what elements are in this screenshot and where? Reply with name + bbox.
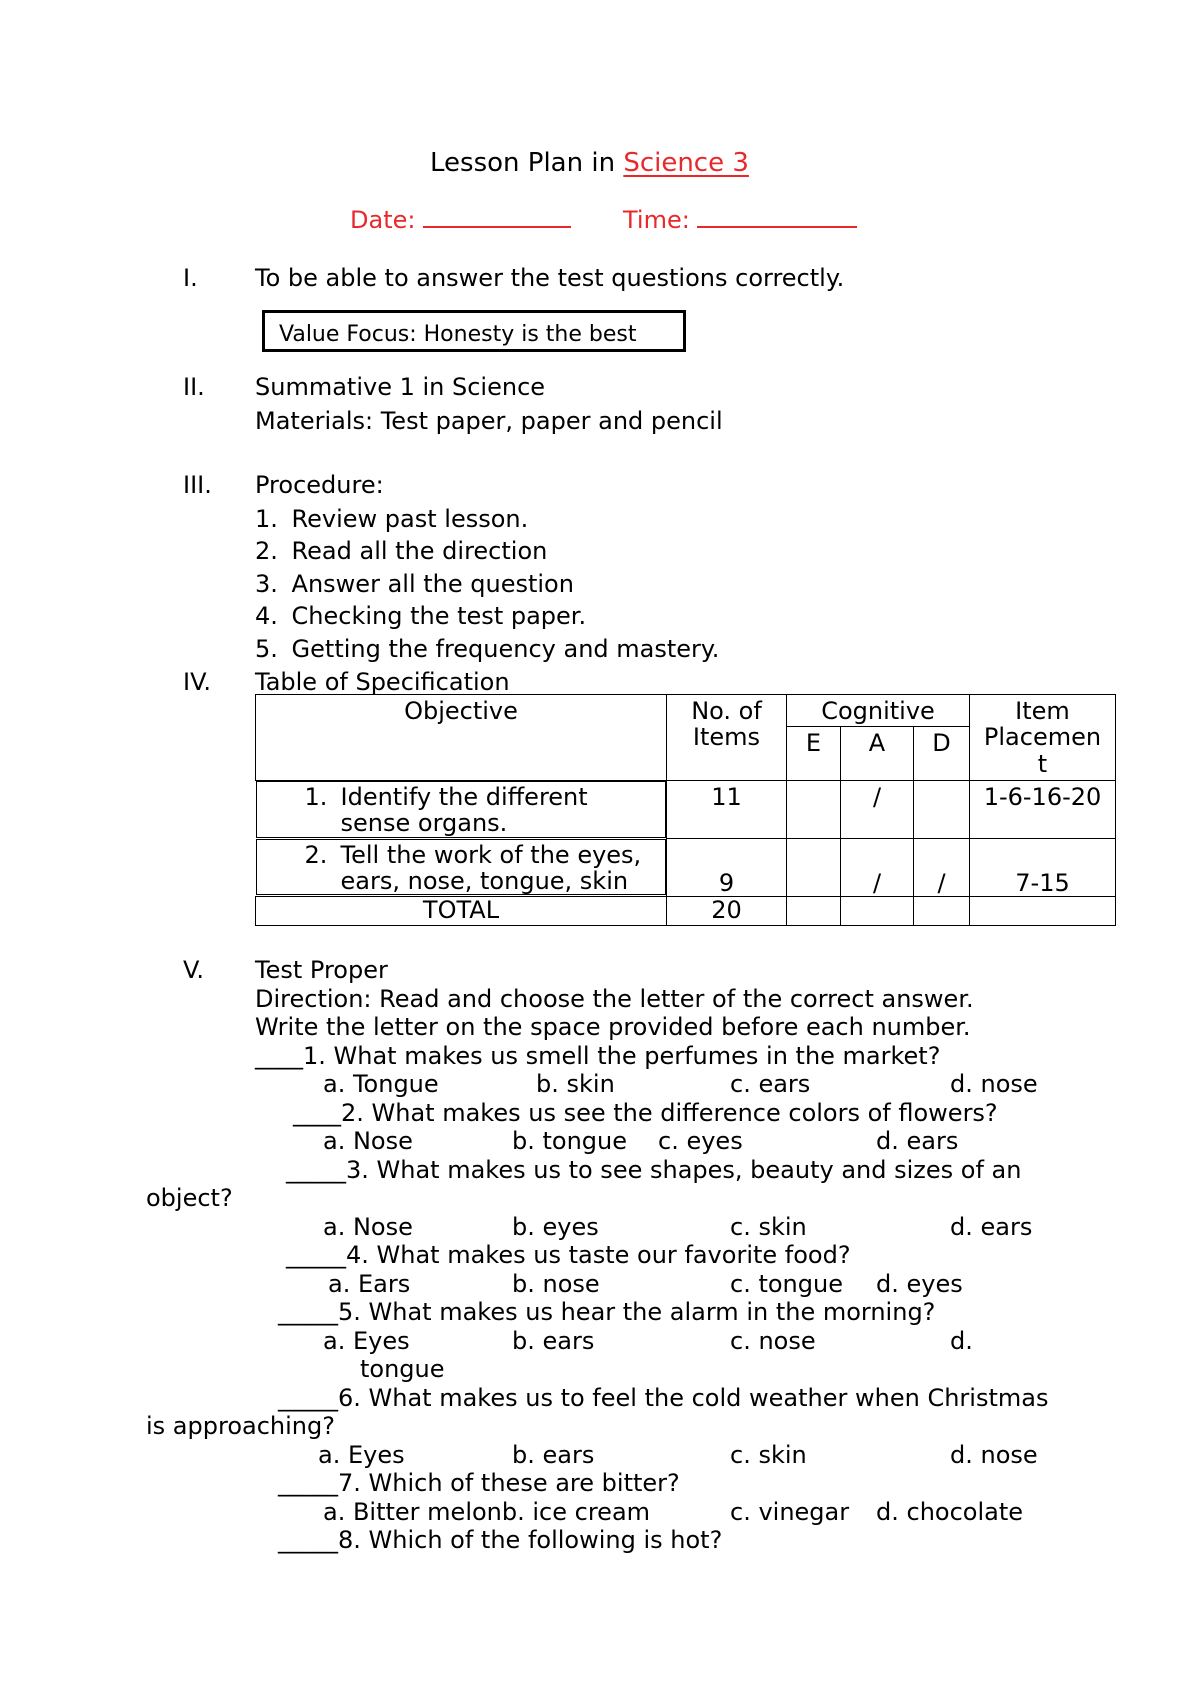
direction-line-1: Direction: Read and choose the letter of the correct answer. bbox=[255, 985, 974, 1013]
choice: b. ears bbox=[512, 1441, 595, 1469]
question-stem: ____1. What makes us smell the perfumes in the market? bbox=[255, 1042, 941, 1070]
tos-heading: Table of Specification bbox=[255, 668, 510, 696]
value-focus-text: Value Focus: Honesty is the best bbox=[279, 322, 637, 347]
step-text: Answer all the question bbox=[291, 570, 574, 598]
items-cell: 11 bbox=[667, 781, 787, 839]
question-stem: _____6. What makes us to feel the cold weather when Christmas bbox=[278, 1384, 1049, 1412]
objective-cell: 2. Tell the work of the eyes, ears, nose, tongue, skin bbox=[256, 839, 667, 896]
title-prefix: Lesson Plan in bbox=[430, 148, 616, 178]
section-v-numeral: V. bbox=[183, 956, 204, 984]
total-row bbox=[256, 897, 1116, 926]
choice: d. ears bbox=[876, 1127, 959, 1155]
procedure-step bbox=[255, 507, 528, 531]
question-stem: _____3. What makes us to see shapes, beauty and sizes of an bbox=[286, 1156, 1022, 1184]
section-i-text: To be able to answer the test questions correctly. bbox=[255, 264, 845, 292]
items-header: No. of Items bbox=[667, 695, 787, 781]
choice: c. tongue bbox=[730, 1270, 843, 1298]
d-cell: / bbox=[914, 839, 970, 897]
choice: b. tongue bbox=[512, 1127, 628, 1155]
choice: a. Eyes bbox=[323, 1327, 410, 1355]
question-stem: _____4. What makes us taste our favorite food? bbox=[286, 1241, 851, 1269]
step-number: 5. bbox=[255, 635, 278, 663]
section-ii-line1: Summative 1 in Science bbox=[255, 373, 546, 401]
question-stem-continued: is approaching? bbox=[146, 1412, 335, 1440]
choice: a. Bitter melonb. ice cream bbox=[323, 1498, 651, 1526]
time-field bbox=[623, 208, 857, 232]
choice: b. skin bbox=[536, 1070, 615, 1098]
step-number: 4. bbox=[255, 602, 278, 630]
table-of-specification bbox=[255, 694, 1116, 926]
cognitive-header: Cognitive bbox=[787, 695, 970, 727]
section-ii-numeral: II. bbox=[183, 373, 205, 401]
choice-continued: tongue bbox=[360, 1355, 445, 1383]
procedure-step bbox=[255, 572, 574, 596]
choice: c. eyes bbox=[658, 1127, 743, 1155]
step-text: Checking the test paper. bbox=[291, 602, 587, 630]
total-label: TOTAL bbox=[256, 897, 667, 926]
procedure-heading: Procedure: bbox=[255, 471, 384, 499]
e-cell bbox=[787, 839, 841, 897]
items-cell: 9 bbox=[667, 839, 787, 897]
step-text: Getting the frequency and mastery. bbox=[291, 635, 720, 663]
step-text: Read all the direction bbox=[291, 537, 548, 565]
time-blank[interactable] bbox=[697, 226, 857, 228]
choice: a. Nose bbox=[323, 1127, 413, 1155]
choice: c. vinegar bbox=[730, 1498, 850, 1526]
choice: d. nose bbox=[950, 1070, 1038, 1098]
table-header-row bbox=[256, 695, 1116, 727]
direction-line-2: Write the letter on the space provided before each number. bbox=[255, 1013, 971, 1041]
choice: c. skin bbox=[730, 1213, 807, 1241]
e-cell bbox=[787, 781, 841, 839]
procedure-step bbox=[255, 539, 547, 563]
choice: b. ears bbox=[512, 1327, 595, 1355]
cognitive-a-header: A bbox=[841, 727, 914, 781]
total-d-cell bbox=[914, 897, 970, 926]
choice: c. ears bbox=[730, 1070, 811, 1098]
date-field bbox=[350, 208, 571, 232]
d-cell bbox=[914, 781, 970, 839]
placement-header: Item Placemen t bbox=[970, 695, 1116, 781]
objective-header: Objective bbox=[256, 695, 667, 781]
section-iii-numeral: III. bbox=[183, 471, 212, 499]
date-blank[interactable] bbox=[423, 226, 571, 228]
total-a-cell bbox=[841, 897, 914, 926]
choice: a. Tongue bbox=[323, 1070, 439, 1098]
choice: c. skin bbox=[730, 1441, 807, 1469]
question-stem: _____8. Which of the following is hot? bbox=[278, 1526, 723, 1554]
time-label: Time: bbox=[623, 206, 690, 234]
choice: a. Ears bbox=[328, 1270, 411, 1298]
choice: b. nose bbox=[512, 1270, 600, 1298]
step-text: Review past lesson. bbox=[291, 505, 529, 533]
choice: d. eyes bbox=[876, 1270, 963, 1298]
a-cell: / bbox=[841, 781, 914, 839]
step-number: 2. bbox=[255, 537, 278, 565]
choice: d. chocolate bbox=[876, 1498, 1024, 1526]
title-subject: Science 3 bbox=[623, 148, 749, 178]
choice: b. eyes bbox=[512, 1213, 599, 1241]
question-stem: _____5. What makes us hear the alarm in the morning? bbox=[278, 1298, 936, 1326]
choice: c. nose bbox=[730, 1327, 816, 1355]
a-cell: / bbox=[841, 839, 914, 897]
placement-cell: 1-6-16-20 bbox=[970, 781, 1116, 839]
placement-cell: 7-15 bbox=[970, 839, 1116, 897]
choice: d. bbox=[950, 1327, 973, 1355]
choice: a. Nose bbox=[323, 1213, 413, 1241]
choice: d. ears bbox=[950, 1213, 1033, 1241]
objective-cell: 1. Identify the different sense organs. bbox=[256, 781, 667, 838]
section-i-numeral: I. bbox=[183, 264, 198, 292]
table-row bbox=[256, 839, 1116, 897]
question-stem: ____2. What makes us see the difference colors of flowers? bbox=[293, 1099, 998, 1127]
total-items: 20 bbox=[667, 897, 787, 926]
test-proper-heading: Test Proper bbox=[255, 956, 388, 984]
value-focus-box bbox=[262, 310, 686, 352]
total-placement-cell bbox=[970, 897, 1116, 926]
cognitive-e-header: E bbox=[787, 727, 841, 781]
table-row bbox=[256, 781, 1116, 839]
page-title bbox=[430, 150, 749, 176]
procedure-step bbox=[255, 604, 586, 628]
section-iv-numeral: IV. bbox=[183, 668, 212, 696]
date-label: Date: bbox=[350, 206, 416, 234]
choice: d. nose bbox=[950, 1441, 1038, 1469]
section-ii-line2: Materials: Test paper, paper and pencil bbox=[255, 407, 723, 435]
cognitive-d-header: D bbox=[914, 727, 970, 781]
step-number: 1. bbox=[255, 505, 278, 533]
question-stem-continued: object? bbox=[146, 1184, 233, 1212]
total-e-cell bbox=[787, 897, 841, 926]
procedure-step bbox=[255, 637, 719, 661]
question-stem: _____7. Which of these are bitter? bbox=[278, 1469, 680, 1497]
choice: a. Eyes bbox=[318, 1441, 405, 1469]
step-number: 3. bbox=[255, 570, 278, 598]
